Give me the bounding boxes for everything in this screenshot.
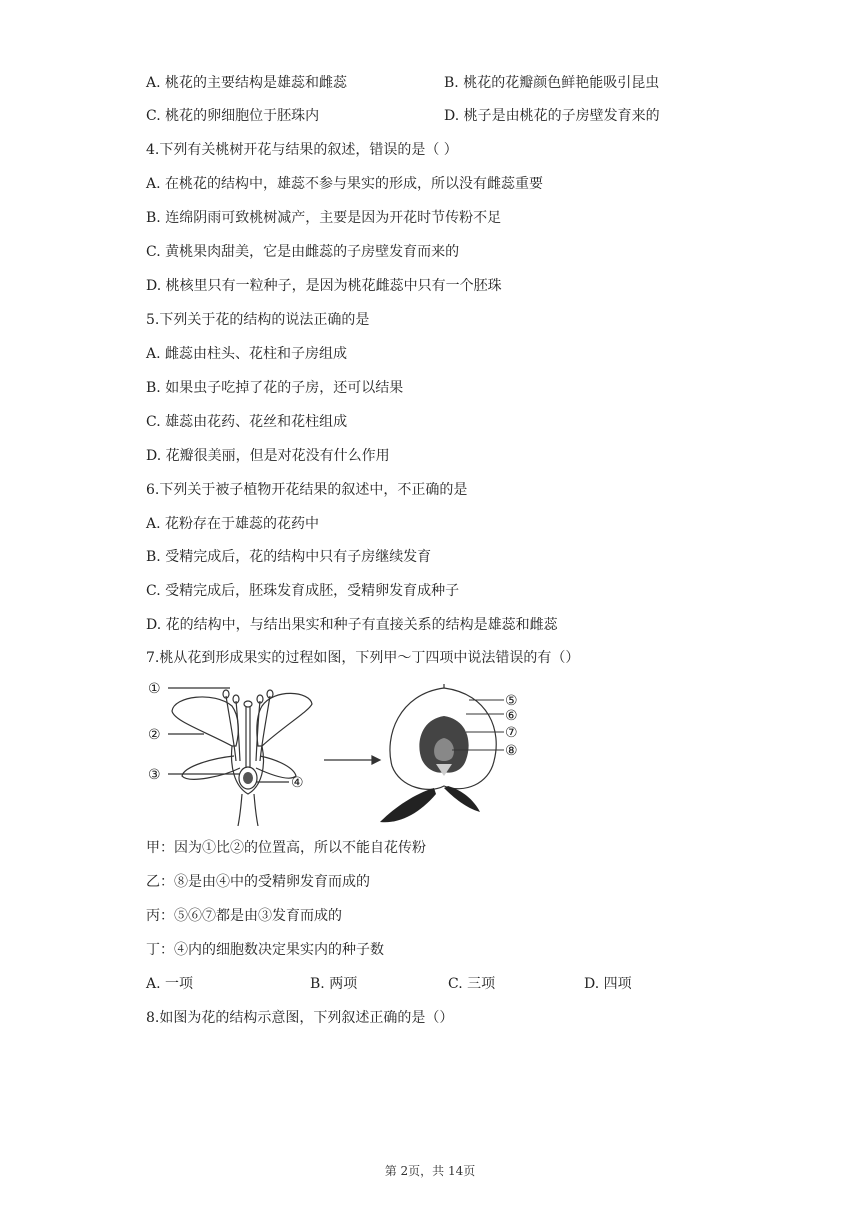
- q5-option-c: C. 雄蕊由花药、花丝和花柱组成: [146, 414, 348, 430]
- label-4: ④: [291, 775, 304, 791]
- q7-option-b: B. 两项: [310, 976, 358, 992]
- q7-statement-bing: 丙：⑤⑥⑦都是由③发育而成的: [146, 908, 342, 924]
- q3-option-a: A. 桃花的主要结构是雄蕊和雌蕊: [146, 75, 348, 91]
- q7-stem: 7.桃从花到形成果实的过程如图，下列甲～丁四项中说法错误的有（）: [146, 650, 580, 666]
- q3-option-d: D. 桃子是由桃花的子房壁发育来的: [444, 108, 660, 124]
- q5-option-d: D. 花瓣很美丽，但是对花没有什么作用: [146, 448, 390, 464]
- q6-option-b: B. 受精完成后，花的结构中只有子房继续发育: [146, 549, 432, 565]
- page-footer: 第 2页，共 14页: [384, 1164, 476, 1178]
- label-3: ③: [148, 767, 161, 783]
- flower-left-petal: [172, 697, 238, 746]
- q4-stem: 4.下列有关桃树开花与结果的叙述，错误的是（ ）: [146, 142, 458, 158]
- q7-statement-jia: 甲：因为①比②的位置高，所以不能自花传粉: [146, 840, 426, 856]
- flower-to-fruit-figure: [144, 676, 534, 826]
- q3-option-c: C. 桃花的卵细胞位于胚珠内: [146, 108, 320, 124]
- q5-option-b: B. 如果虫子吃掉了花的子房，还可以结果: [146, 380, 404, 396]
- q6-option-d: D. 花的结构中，与结出果实和种子有直接关系的结构是雄蕊和雌蕊: [146, 617, 558, 633]
- q7-option-a: A. 一项: [146, 976, 194, 992]
- q4-option-d: D. 桃核里只有一粒种子，是因为桃花雌蕊中只有一个胚珠: [146, 278, 502, 294]
- label-2: ②: [148, 727, 161, 743]
- flower-right-petal: [257, 693, 312, 746]
- q7-statement-yi: 乙：⑧是由④中的受精卵发育而成的: [146, 874, 370, 890]
- q5-stem: 5.下列关于花的结构的说法正确的是: [146, 312, 370, 328]
- q6-stem: 6.下列关于被子植物开花结果的叙述中，不正确的是: [146, 482, 468, 498]
- label-5: ⑤: [505, 693, 518, 709]
- q4-option-a: A. 在桃花的结构中，雄蕊不参与果实的形成，所以没有雌蕊重要: [146, 176, 544, 192]
- label-6: ⑥: [505, 708, 518, 724]
- label-1: ①: [148, 681, 161, 697]
- q7-statement-ding: 丁：④内的细胞数决定果实内的种子数: [146, 942, 384, 958]
- q8-stem: 8.如图为花的结构示意图，下列叙述正确的是（）: [146, 1010, 454, 1026]
- label-7: ⑦: [505, 725, 518, 741]
- q6-option-c: C. 受精完成后，胚珠发育成胚，受精卵发育成种子: [146, 583, 460, 599]
- label-8: ⑧: [505, 743, 518, 759]
- q5-option-a: A. 雌蕊由柱头、花柱和子房组成: [146, 346, 348, 362]
- q4-option-b: B. 连绵阴雨可致桃树减产，主要是因为开花时节传粉不足: [146, 210, 502, 226]
- q7-option-d: D. 四项: [584, 976, 632, 992]
- q3-option-b: B. 桃花的花瓣颜色鲜艳能吸引昆虫: [444, 75, 660, 91]
- q6-option-a: A. 花粉存在于雄蕊的花药中: [146, 516, 320, 532]
- leaf: [380, 788, 436, 822]
- q4-option-c: C. 黄桃果肉甜美，它是由雌蕊的子房壁发育而来的: [146, 244, 460, 260]
- q7-option-c: C. 三项: [448, 976, 496, 992]
